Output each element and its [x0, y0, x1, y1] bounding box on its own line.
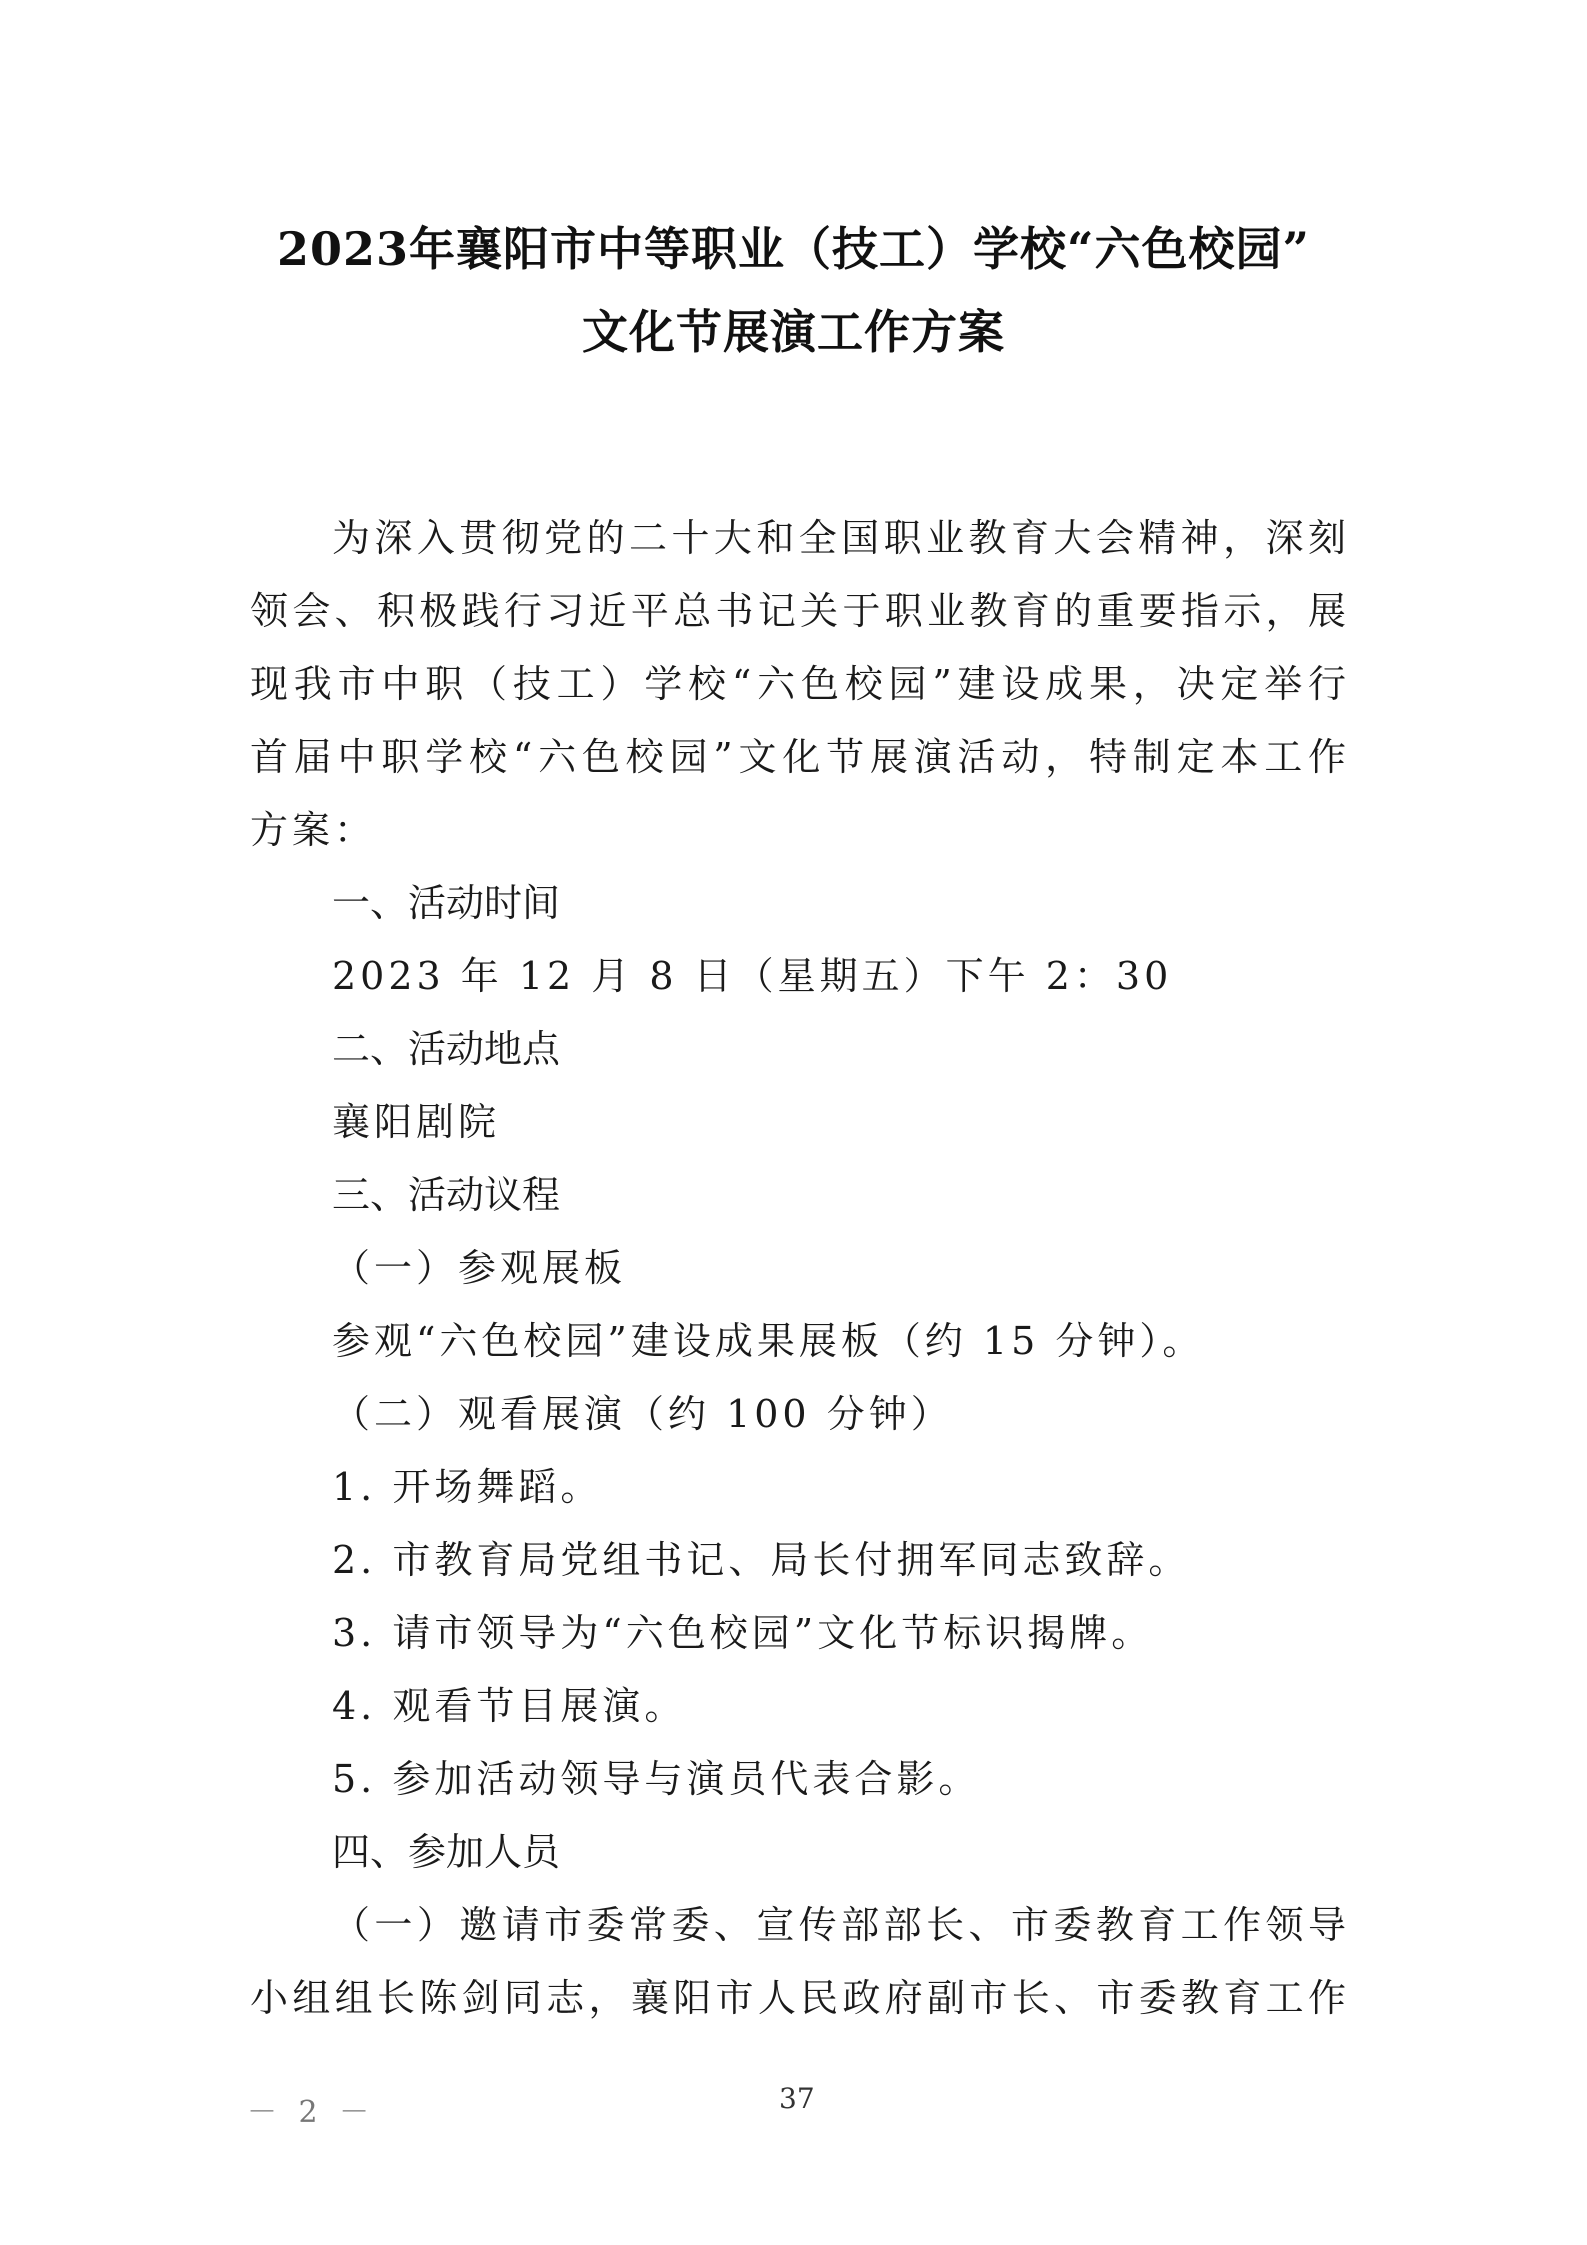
section-heading-agenda: 三、活动议程	[332, 1173, 561, 1217]
section-heading-time: 一、活动时间	[332, 881, 561, 925]
activity-time: 2023 年 12 月 8 日（星期五）下午 2：30	[332, 954, 1173, 998]
intro-line-2: 领会、积极践行习近平总书记关于职业教育的重要指示，展	[250, 589, 1350, 633]
agenda-item: 3. 请市领导为“六色校园”文化节标识揭牌。	[332, 1611, 1154, 1655]
section-heading-location: 二、活动地点	[332, 1027, 561, 1071]
section-heading-participants: 四、参加人员	[332, 1830, 561, 1874]
agenda-item: 4. 观看节目展演。	[332, 1684, 687, 1728]
agenda-subheading-1: （一）参观展板	[332, 1246, 627, 1290]
intro-line-4: 首届中职学校“六色校园”文化节展演活动，特制定本工作	[250, 735, 1350, 779]
activity-location: 襄阳剧院	[332, 1100, 501, 1144]
agenda-sub1-body: 参观“六色校园”建设成果展板（约 15 分钟）。	[332, 1319, 1205, 1363]
document-title-line-2: 文化节展演工作方案	[582, 305, 1005, 359]
intro-line-1: 为深入贯彻党的二十大和全国职业教育大会精神，深刻	[332, 516, 1350, 560]
intro-line-5: 方案：	[250, 808, 377, 852]
agenda-subheading-2: （二）观看展演（约 100 分钟）	[332, 1392, 953, 1436]
intro-line-3: 现我市中职（技工）学校“六色校园”建设成果，决定举行	[250, 662, 1350, 706]
agenda-item: 1. 开场舞蹈。	[332, 1465, 603, 1509]
page-number: 37	[779, 2082, 815, 2115]
agenda-item: 5. 参加活动领导与演员代表合影。	[332, 1757, 981, 1801]
page-label: － 2 －	[247, 2095, 376, 2130]
participants-line-2: 小组组长陈剑同志，襄阳市人民政府副市长、市委教育工作	[250, 1976, 1350, 2020]
agenda-item: 2. 市教育局党组书记、局长付拥军同志致辞。	[332, 1538, 1191, 1582]
participants-line-1: （一）邀请市委常委、宣传部部长、市委教育工作领导	[332, 1903, 1350, 1947]
document-title-line-1: 2023年襄阳市中等职业（技工）学校“六色校园”	[277, 222, 1310, 276]
